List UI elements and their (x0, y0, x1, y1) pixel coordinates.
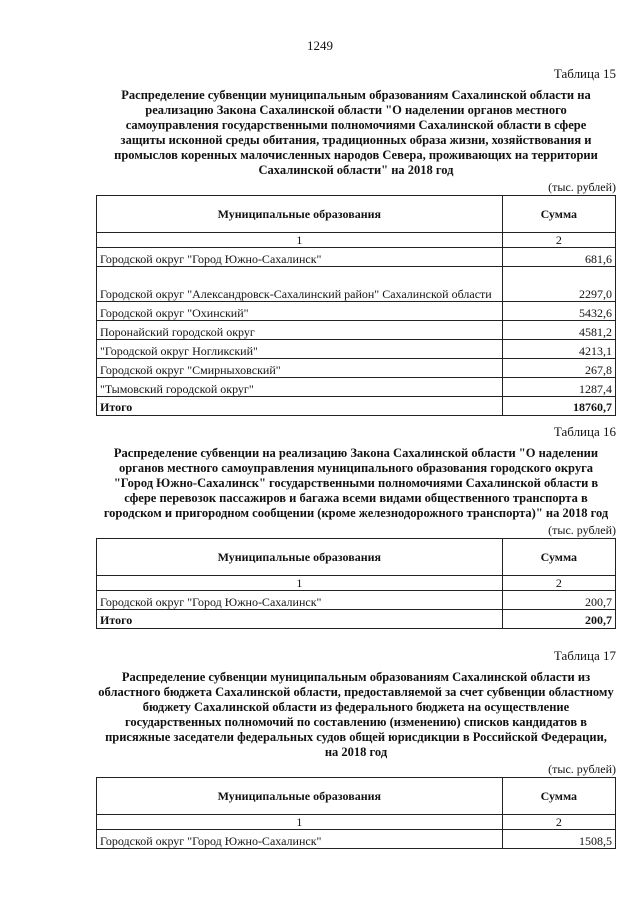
table-row (97, 340, 616, 359)
units-label: (тыс. рублей) (548, 762, 616, 776)
row-sum: 267,8 (502, 359, 615, 378)
total-label: Итого (97, 610, 503, 629)
row-name: Городской округ "Александровск-Сахалинский район" Сахалинской области (97, 267, 503, 302)
row-sum: 2297,0 (502, 267, 615, 302)
data-table (96, 538, 616, 629)
table-title: Распределение субвенции муниципальным образованиям Сахалинской области из областного бюджета Сахалинской области, предоставляемой за счет субвенции областному бюджету Сахалинской области из федерального бюджета на осуществление государственных полномочий по составлению (изменению) списков кандидатов в присяжные заседатели федеральных судов общей юрисдикции в Российской Федерации, на 2018 год (98, 670, 614, 759)
table-16-section (96, 424, 616, 629)
total-row (97, 397, 616, 416)
row-sum: 1508,5 (502, 830, 615, 849)
column-number-2: 2 (502, 815, 615, 830)
table-label: Таблица 15 (553, 66, 616, 81)
table-row (97, 378, 616, 397)
table-row (97, 267, 616, 302)
table-row (97, 302, 616, 321)
units-label: (тыс. рублей) (548, 523, 616, 537)
row-sum: 4213,1 (502, 340, 615, 359)
table-row (97, 830, 616, 849)
table-title: Распределение субвенции муниципальным образованиям Сахалинской области на реализацию Закона Сахалинской области "О наделении органов местного самоуправления государственными полномочиями Сахалинской области в сфере защиты исконной среды обитания, традиционных образа жизни, хозяйствования и промыслов коренных малочисленных народов Севера, проживающих на территории Сахалинской области" на 2018 год (114, 88, 598, 177)
column-header-name: Муниципальные образования (97, 539, 503, 576)
column-header-sum: Сумма (502, 778, 615, 815)
row-name: Поронайский городской округ (97, 321, 503, 340)
table-title: Распределение субвенции на реализацию Закона Сахалинской области "О наделении органов местного самоуправления муниципального образования городского округа "Город Южно-Сахалинск" государственными полномочиями Сахалинской области в сфере перевозок пассажиров и багажа всеми видами общественного транспорта в городском и пригородном сообщении (кроме железнодорожного транспорта)" на 2018 год (103, 446, 609, 520)
row-name: "Городской округ Ногликский" (97, 340, 503, 359)
data-table (96, 777, 616, 849)
table-row (97, 591, 616, 610)
row-sum: 4581,2 (502, 321, 615, 340)
table-17-section (96, 648, 616, 849)
column-number-2: 2 (502, 576, 615, 591)
row-sum: 1287,4 (502, 378, 615, 397)
row-name: "Тымовский городской округ" (97, 378, 503, 397)
column-header-name: Муниципальные образования (97, 196, 503, 233)
total-row (97, 610, 616, 629)
data-table (96, 195, 616, 416)
total-sum: 18760,7 (502, 397, 615, 416)
total-sum: 200,7 (502, 610, 615, 629)
column-header-name: Муниципальные образования (97, 778, 503, 815)
column-number-1: 1 (97, 815, 503, 830)
page-number: 1249 (307, 38, 333, 53)
total-label: Итого (97, 397, 503, 416)
row-name: Городской округ "Смирныховский" (97, 359, 503, 378)
column-number-2: 2 (502, 233, 615, 248)
row-name: Городской округ "Охинский" (97, 302, 503, 321)
table-row (97, 248, 616, 267)
row-name: Городской округ "Город Южно-Сахалинск" (97, 591, 503, 610)
table-row (97, 321, 616, 340)
table-label: Таблица 16 (553, 424, 616, 439)
column-number-1: 1 (97, 576, 503, 591)
row-sum: 5432,6 (502, 302, 615, 321)
units-label: (тыс. рублей) (548, 180, 616, 194)
column-number-1: 1 (97, 233, 503, 248)
column-header-sum: Сумма (502, 539, 615, 576)
table-label: Таблица 17 (553, 648, 616, 663)
table-row (97, 359, 616, 378)
column-header-sum: Сумма (502, 196, 615, 233)
row-sum: 200,7 (502, 591, 615, 610)
row-sum: 681,6 (502, 248, 615, 267)
row-name: Городской округ "Город Южно-Сахалинск" (97, 248, 503, 267)
table-15-section (96, 66, 616, 416)
row-name: Городской округ "Город Южно-Сахалинск" (97, 830, 503, 849)
